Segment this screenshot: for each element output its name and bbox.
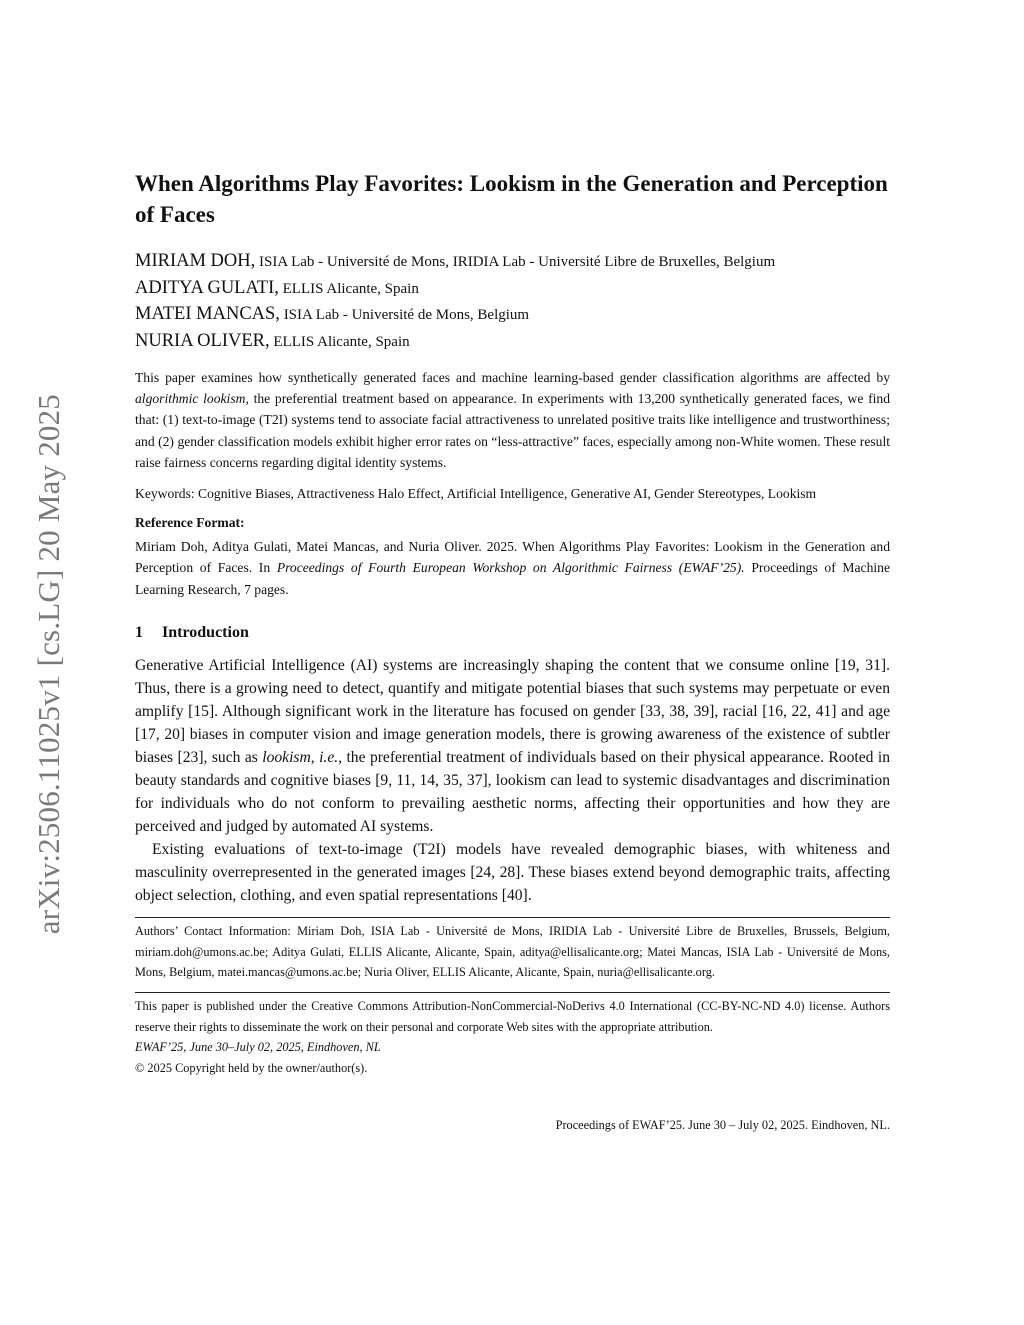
author-affiliation: ELLIS Alicante, Spain: [269, 333, 410, 350]
author-name: MIRIAM DOH,: [135, 251, 256, 271]
reference-text: Miriam Doh, Aditya Gulati, Matei Mancas, and Nuria Oliver. 2025. When Algorithms Play Favorites: Lookism in the Generation and Perception of Faces. In: [135, 539, 890, 576]
author-name: NURIA OLIVER,: [135, 330, 270, 351]
reference-text: Proceedings of Machine Learning Research, 7 pages.: [135, 560, 890, 597]
reference-venue: Proceedings of Fourth European Workshop on Algorithmic Fairness (EWAF’25).: [276, 560, 745, 576]
author-entry: [135, 277, 890, 304]
author-affiliation: ISIA Lab - Université de Mons, IRIDIA Lab - Université Libre de Bruxelles, Belgium: [255, 254, 776, 270]
author-entry: [135, 330, 890, 357]
reference-format: [135, 536, 890, 600]
author-list: [135, 250, 890, 356]
paragraph: [135, 654, 890, 838]
keywords: Keywords: Cognitive Biases, Attractiveness Halo Effect, Artificial Intelligence, Generative AI, Gender Stereotypes, Lookism: [135, 486, 817, 501]
author-affiliation: ISIA Lab - Université de Mons, Belgium: [279, 307, 530, 323]
abstract: [135, 367, 890, 473]
paragraph: Existing evaluations of text-to-image (T2I) models have revealed demographic biases, with whiteness and masculinity overrepresented in the generated images [24, 28]. These biases extend beyond demographic traits, affecting object selection, clothing, and even spatial representations [40].: [135, 841, 890, 904]
author-name: MATEI MANCAS,: [135, 304, 280, 324]
author-entry: [135, 303, 890, 330]
reference-format-heading: Reference Format:: [135, 515, 245, 530]
section-number: 1: [135, 624, 143, 641]
copyright-line: © 2025 Copyright held by the owner/author(s).: [135, 1061, 368, 1075]
license-notice: This paper is published under the Creative Commons Attribution-NonCommercial-NoDerivs 4.0 International (CC-BY-NC-ND 4.0) license. Authors reserve their rights to disseminate the work on their personal and corporate Web sites with the appropriate attribution.: [135, 999, 890, 1034]
introduction-body: [135, 654, 890, 907]
arxiv-stamp: [31, 370, 67, 958]
abstract-text: , the preferential treatment based on appearance. In experiments with 13,200 synthetically generated faces, we find that: (1) text-to-image (T2I) systems tend to associate facial attractiveness to unrelated positive traits like intelligence and trustworthiness; and (2) gender classification models exhibit higher error rates on “less-attractive” faces, especially among non-White women. These result raise fairness concerns regarding digital identity systems.: [135, 391, 890, 470]
author-name: ADITYA GULATI,: [135, 277, 279, 298]
abstract-emphasis: algorithmic lookism: [135, 391, 246, 407]
venue-line: [135, 1037, 381, 1058]
abstract-text: This paper examines how synthetically generated faces and machine learning-based gender classification algorithms are affected by: [135, 370, 890, 385]
footnote-rule: [135, 917, 890, 918]
paragraph-text: , the preferential treatment of individuals based on their physical appearance. Rooted in beauty standards and cognitive biases [9, 11, 14, 35, 37], lookism can lead to systemic disadvantages and discrimination for individuals who do not conform to prevailing aesthetic norms, affecting their opportunities and how they are perceived and judged by automated AI systems.: [135, 749, 891, 835]
paragraph-text: Generative Artificial Intelligence (AI) systems are increasingly shaping the content that we consume online [19, 31]. Thus, there is a growing need to detect, quantify and mitigate potential biases that such systems may perpetuate or even amplify [15]. Although significant work in the literature has focused on gender [33, 38, 39], racial [16, 22, 41] and age [17, 20] biases in computer vision and image generation models, there is growing awareness of the existence of subtler biases [23], such as: [135, 657, 890, 766]
contact-information: Authors’ Contact Information: Miriam Doh, ISIA Lab - Université de Mons, IRIDIA Lab - Université Libre de Bruxelles, Brussels, Belgium, miriam.doh@umons.ac.be; Aditya Gulati, ELLIS Alicante, Alicante, Spain, aditya@ellisalicante.org; Matei Mancas, ISIA Lab - Université de Mons, Mons, Belgium, matei.mancas@umons.ac.be; Nuria Oliver, ELLIS Alicante, Alicante, Spain, nuria@ellisalicante.org.: [135, 924, 890, 979]
footnote-rule: [135, 992, 890, 993]
paper-title: When Algorithms Play Favorites: Lookism in the Generation and Perception of Faces: [135, 171, 888, 227]
author-entry: [135, 250, 890, 277]
proceedings-footer: Proceedings of EWAF’25. June 30 – July 02, 2025. Eindhoven, NL.: [555, 1118, 890, 1132]
paragraph-text: ,: [310, 749, 320, 766]
emphasis: i.e.: [319, 749, 339, 766]
emphasis: lookism: [262, 749, 311, 766]
arxiv-stamp-text: arXiv:2506.11025v1 [cs.LG] 20 May 2025: [31, 393, 66, 935]
venue-text: EWAF’25, June 30–July 02, 2025, Eindhoven, NL: [135, 1040, 381, 1054]
section-title: Introduction: [162, 624, 249, 641]
author-affiliation: ELLIS Alicante, Spain: [278, 280, 419, 297]
section-heading: [135, 624, 249, 642]
